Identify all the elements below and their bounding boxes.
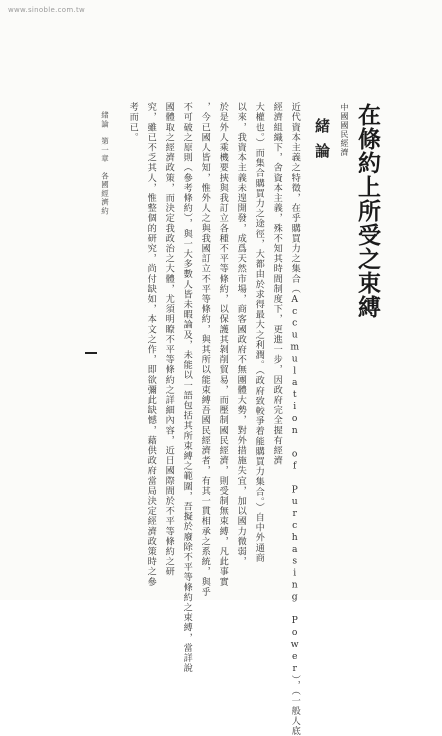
- page-number: [85, 352, 97, 354]
- body-column: 經濟組織下，舍資本主義，殊不知其時間制度下，更進一步，因政府完全握有經濟: [271, 102, 283, 466]
- page-number-text: [83, 342, 97, 362]
- watermark: www.sinoble.com.tw: [8, 6, 86, 14]
- running-head: 緒論 第一章 各國經濟約: [100, 111, 110, 216]
- body-column: ，今已國人皆知，惟外人之與我國訂立不平等條約，與其所以能束縛吾國民經濟者，有其一貫相承之系統，與乎: [199, 102, 211, 597]
- page-title: 在條約上所受之束縛: [354, 103, 381, 319]
- body-column: 究，雖已不乏其人，惟整個的研究，尚付缺如，本文之作，即欲彌此缺憾，藉供政府當局決定經濟政策時之參: [145, 102, 157, 587]
- body-column: 不可破之原則（參考條約），與一大多數人皆未暇論及，未能以一語包括其所束縛之範圍，吾擬於廢除不平等條約之束縛，當詳說: [181, 102, 193, 674]
- series-title: 中國國民經濟: [340, 103, 349, 157]
- body-column: 以來，我資本主義未遑開發，成爲天然市場，商客國政府不無團體大勢，對外措施失宜，加以國力微弱，: [235, 102, 247, 567]
- body-column: 大權也。）而集合購買力之途徑，大都由於求得最大之利潤。（政府致較爭着能購買力集合。）自中外通商: [253, 102, 265, 563]
- section-heading: 緒論: [313, 118, 331, 168]
- body-column: 考而已。: [127, 102, 139, 143]
- body-column: 國體取之經濟政策，而決定我政治之大體，尤須明瞭不平等條約之詳細內容，近日國際間於不平等條約之研: [163, 102, 175, 577]
- body-column: 於是外人乘機要挾與我訂立各種不平等條約，以保護其剝削貿易，而壓制國民經濟，則受制無束縛，凡此事實: [217, 102, 229, 587]
- body-column: 近代資本主義之特徵，在乎購買力之集合（Accumulation of Purchasing Power），（一般人底: [289, 102, 301, 736]
